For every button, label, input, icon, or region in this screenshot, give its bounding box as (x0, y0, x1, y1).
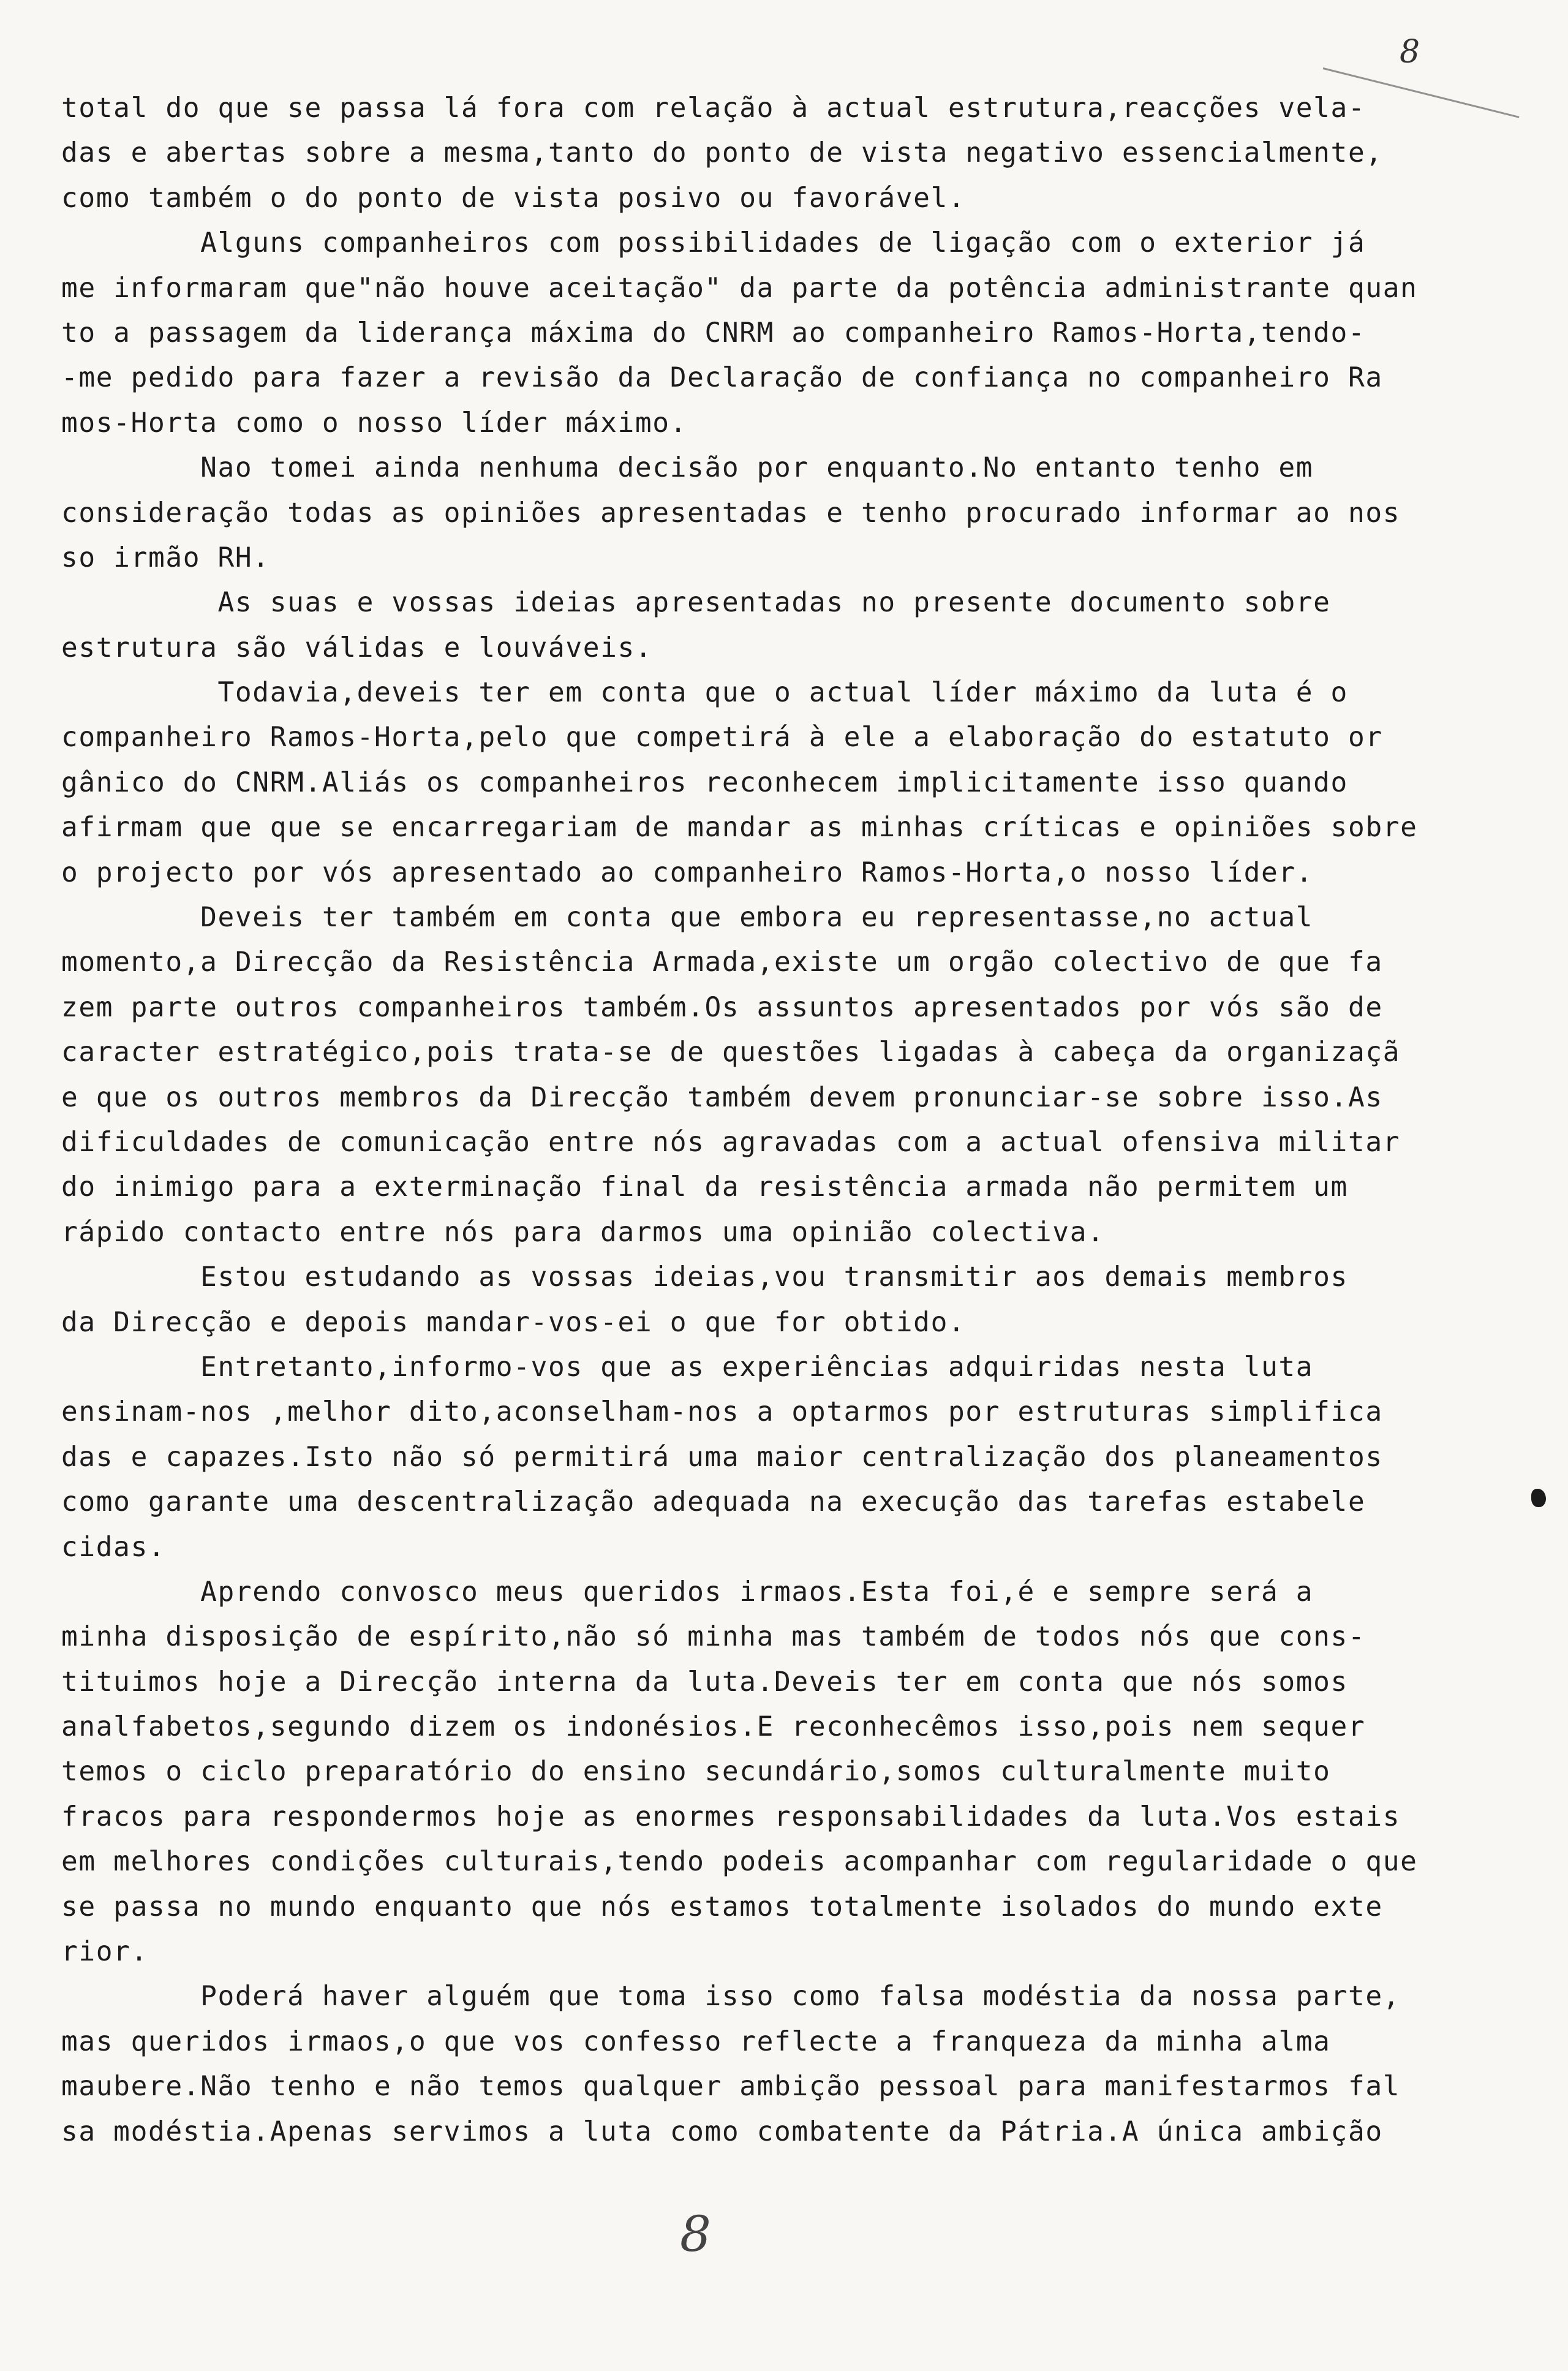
text-line: minha disposição de espírito,não só minha mas também de todos nós que cons- (61, 1621, 1366, 1653)
text-line: mos-Horta como o nosso líder máximo. (61, 407, 688, 439)
text-line: Deveis ter também em conta que embora eu representasse,no actual (61, 902, 1314, 934)
ink-blot-mark (1531, 1489, 1546, 1507)
text-line: Estou estudando as vossas ideias,vou transmitir aos demais membros (61, 1261, 1348, 1293)
text-line: rápido contacto entre nós para darmos uma opinião colectiva. (61, 1216, 1105, 1248)
text-line: como também o do ponto de vista posivo ou favorável. (61, 182, 966, 214)
text-line: Poderá haver alguém que toma isso como falsa modéstia da nossa parte, (61, 1981, 1401, 2013)
text-line: companheiro Ramos-Horta,pelo que competirá à ele a elaboração do estatuto or (61, 722, 1383, 754)
text-line: da Direcção e depois mandar-vos-ei o que for obtido. (61, 1306, 966, 1338)
text-line: to a passagem da liderança máxima do CNRM ao companheiro Ramos-Horta,tendo- (61, 317, 1366, 349)
text-line: das e abertas sobre a mesma,tanto do ponto de vista negativo essencialmente, (61, 137, 1383, 169)
page-number: 8 (680, 2206, 711, 2263)
text-line: analfabetos,segundo dizem os indonésios.E reconhecêmos isso,pois nem sequer (61, 1711, 1366, 1743)
text-line: mas queridos irmaos,o que vos confesso reflecte a franqueza da minha alma (61, 2025, 1331, 2057)
text-line: o projecto por vós apresentado ao companheiro Ramos-Horta,o nosso líder. (61, 857, 1314, 888)
text-line: das e capazes.Isto não só permitirá uma maior centralização dos planeamentos (61, 1441, 1383, 1473)
text-line: Nao tomei ainda nenhuma decisão por enquanto.No entanto tenho em (61, 452, 1314, 484)
text-line: gânico do CNRM.Aliás os companheiros reconhecem implicitamente isso quando (61, 766, 1348, 798)
text-line: consideração todas as opiniões apresentadas e tenho procurado informar ao nos (61, 497, 1401, 529)
text-line: me informaram que"não houve aceitação" da parte da potência administrante quan (61, 272, 1418, 304)
text-line: sa modéstia.Apenas servimos a luta como combatente da Pátria.A única ambição (61, 2116, 1383, 2147)
text-line: total do que se passa lá fora com relação à actual estrutura,reacções vela- (61, 93, 1366, 124)
text-line: caracter estratégico,pois trata-se de questões ligadas à cabeça da organizaçã (61, 1037, 1401, 1068)
text-line: afirmam que que se encarregariam de mandar as minhas críticas e opiniões sobre (61, 812, 1418, 844)
text-line: Entretanto,informo-vos que as experiências adquiridas nesta luta (61, 1351, 1314, 1383)
text-line: cidas. (61, 1531, 166, 1563)
text-line: se passa no mundo enquanto que nós estamos totalmente isolados do mundo exte (61, 1891, 1383, 1923)
text-line: Alguns companheiros com possibilidades de ligação com o exterior já (61, 227, 1366, 259)
text-line: so irmão RH. (61, 542, 270, 573)
text-line: e que os outros membros da Direcção também devem pronunciar-se sobre isso.As (61, 1081, 1383, 1113)
text-line: tituimos hoje a Direcção interna da luta.Deveis ter em conta que nós somos (61, 1666, 1348, 1698)
text-line: rior. (61, 1936, 148, 1968)
text-line: maubere.Não tenho e não temos qualquer ambição pessoal para manifestarmos fal (61, 2071, 1401, 2103)
text-line: ensinam-nos ,melhor dito,aconselham-nos a optarmos por estruturas simplifica (61, 1396, 1383, 1428)
text-line: momento,a Direcção da Resistência Armada,existe um orgão colectivo de que fa (61, 947, 1383, 978)
text-line: Todavia,deveis ter em conta que o actual líder máximo da luta é o (61, 677, 1348, 709)
text-line: zem parte outros companheiros também.Os assuntos apresentados por vós são de (61, 991, 1383, 1023)
text-line: do inimigo para a exterminação final da resistência armada não permitem um (61, 1171, 1348, 1203)
text-line: em melhores condições culturais,tendo podeis acompanhar com regularidade o que (61, 1846, 1418, 1878)
text-line: Aprendo convosco meus queridos irmaos.Esta foi,é e sempre será a (61, 1576, 1314, 1608)
text-line: dificuldades de comunicação entre nós agravadas com a actual ofensiva militar (61, 1126, 1401, 1158)
corner-annotation: 8 (1400, 34, 1420, 70)
text-line: temos o ciclo preparatório do ensino secundário,somos culturalmente muito (61, 1756, 1331, 1788)
text-line: como garante uma descentralização adequada na execução das tarefas estabele (61, 1486, 1366, 1518)
typed-letter-body (61, 86, 1488, 2154)
text-line: -me pedido para fazer a revisão da Declaração de confiança no companheiro Ra (61, 362, 1383, 394)
text-line: fracos para respondermos hoje as enormes responsabilidades da luta.Vos estais (61, 1801, 1401, 1832)
text-line: estrutura são válidas e louváveis. (61, 632, 653, 664)
text-line: As suas e vossas ideias apresentadas no presente documento sobre (61, 587, 1331, 619)
